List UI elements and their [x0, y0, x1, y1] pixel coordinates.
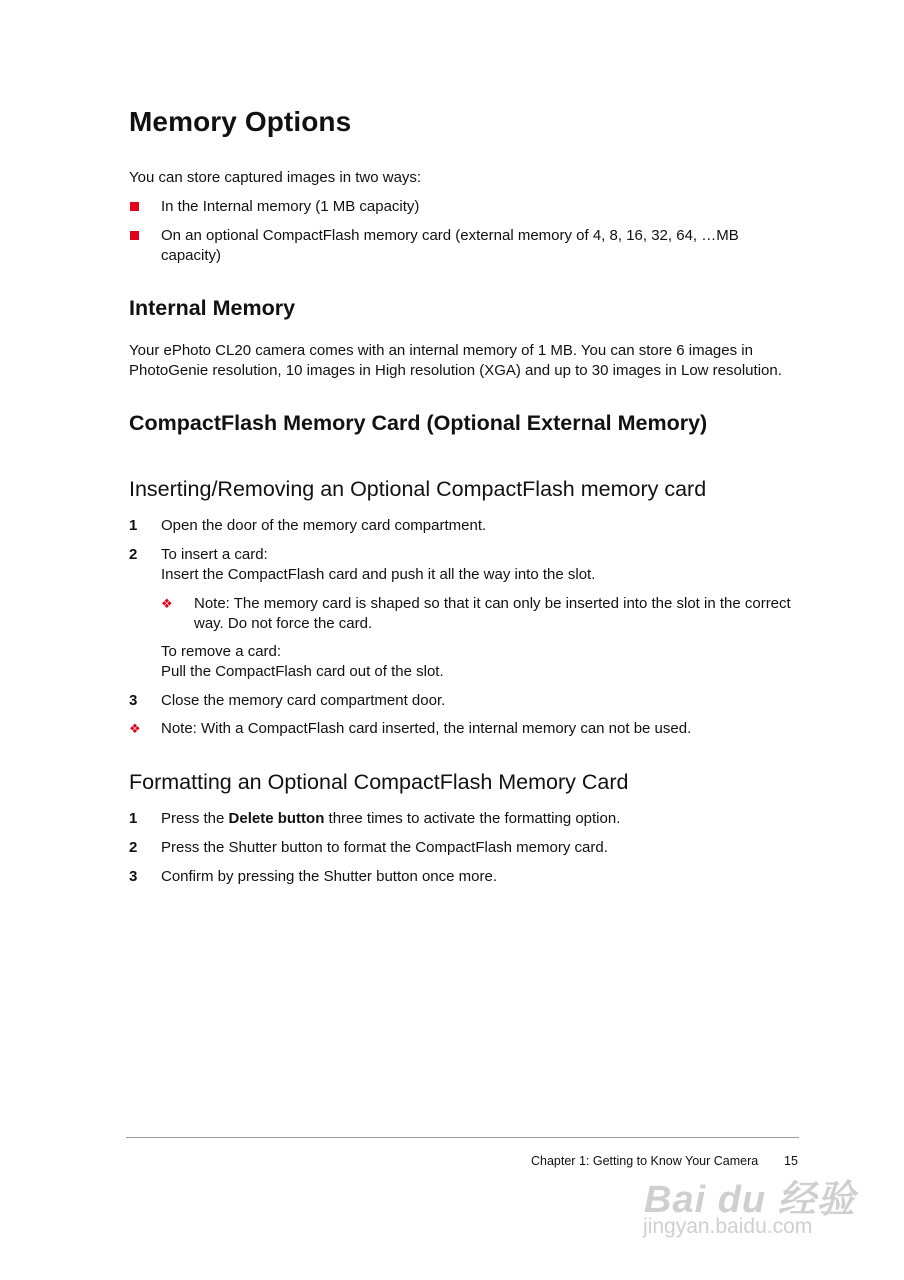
page-title: Memory Options: [129, 106, 352, 137]
intro-text: You can store captured images in two ways:: [129, 169, 422, 186]
red-square-icon: [130, 231, 139, 240]
step-number: 3: [129, 692, 138, 709]
formatting-heading: Formatting an Optional CompactFlash Memory Card: [129, 770, 629, 794]
step-text: Press the Delete button three times to activate the formatting option.: [161, 810, 621, 827]
step-text: Press the Shutter button to format the CompactFlash memory card.: [161, 839, 608, 856]
bullet-text: In the Internal memory (1 MB capacity): [161, 198, 420, 215]
watermark-url: jingyan.baidu.com: [643, 1215, 813, 1238]
step-number: 2: [129, 546, 138, 563]
step-text: To insert a card:: [161, 546, 268, 563]
step-text: Pull the CompactFlash card out of the slot.: [161, 663, 444, 680]
step-number: 3: [129, 868, 138, 885]
internal-memory-line-2: PhotoGenie resolution, 10 images in High resolution (XGA) and up to 30 images in Low resolution.: [129, 362, 782, 379]
note-text: Note: The memory card is shaped so that it can only be inserted into the slot in the correct: [194, 595, 791, 612]
note-text: way. Do not force the card.: [194, 615, 373, 632]
red-diamond-icon: ❖: [161, 596, 173, 611]
compactflash-heading: CompactFlash Memory Card (Optional External Memory): [129, 411, 708, 435]
bullet-text: capacity): [161, 247, 222, 264]
step-text: To remove a card:: [161, 643, 282, 660]
red-square-icon: [130, 202, 139, 211]
step-text: Close the memory card compartment door.: [161, 692, 446, 709]
step-text: Insert the CompactFlash card and push it all the way into the slot.: [161, 566, 596, 583]
footer-page-number: 15: [784, 1154, 798, 1168]
step-number: 1: [129, 517, 138, 534]
step-text: Confirm by pressing the Shutter button once more.: [161, 868, 498, 885]
red-diamond-icon: ❖: [129, 721, 141, 736]
delete-button-label: Delete button: [228, 810, 325, 827]
step-number: 2: [129, 839, 138, 856]
watermark-logo: Bai du 经验: [644, 1179, 856, 1221]
step-number: 1: [129, 810, 138, 827]
bullet-text: On an optional CompactFlash memory card (external memory of 4, 8, 16, 32, 64, …MB: [161, 227, 739, 244]
inserting-heading: Inserting/Removing an Optional CompactFlash memory card: [129, 477, 707, 501]
internal-memory-heading: Internal Memory: [129, 296, 296, 320]
note-text: Note: With a CompactFlash card inserted, the internal memory can not be used.: [161, 720, 692, 737]
step-text: Open the door of the memory card compartment.: [161, 517, 487, 534]
footer-chapter: Chapter 1: Getting to Know Your Camera: [531, 1154, 759, 1168]
internal-memory-line-1: Your ePhoto CL20 camera comes with an internal memory of 1 MB. You can store 6 images in: [129, 342, 753, 359]
footer-divider: [126, 1137, 799, 1138]
